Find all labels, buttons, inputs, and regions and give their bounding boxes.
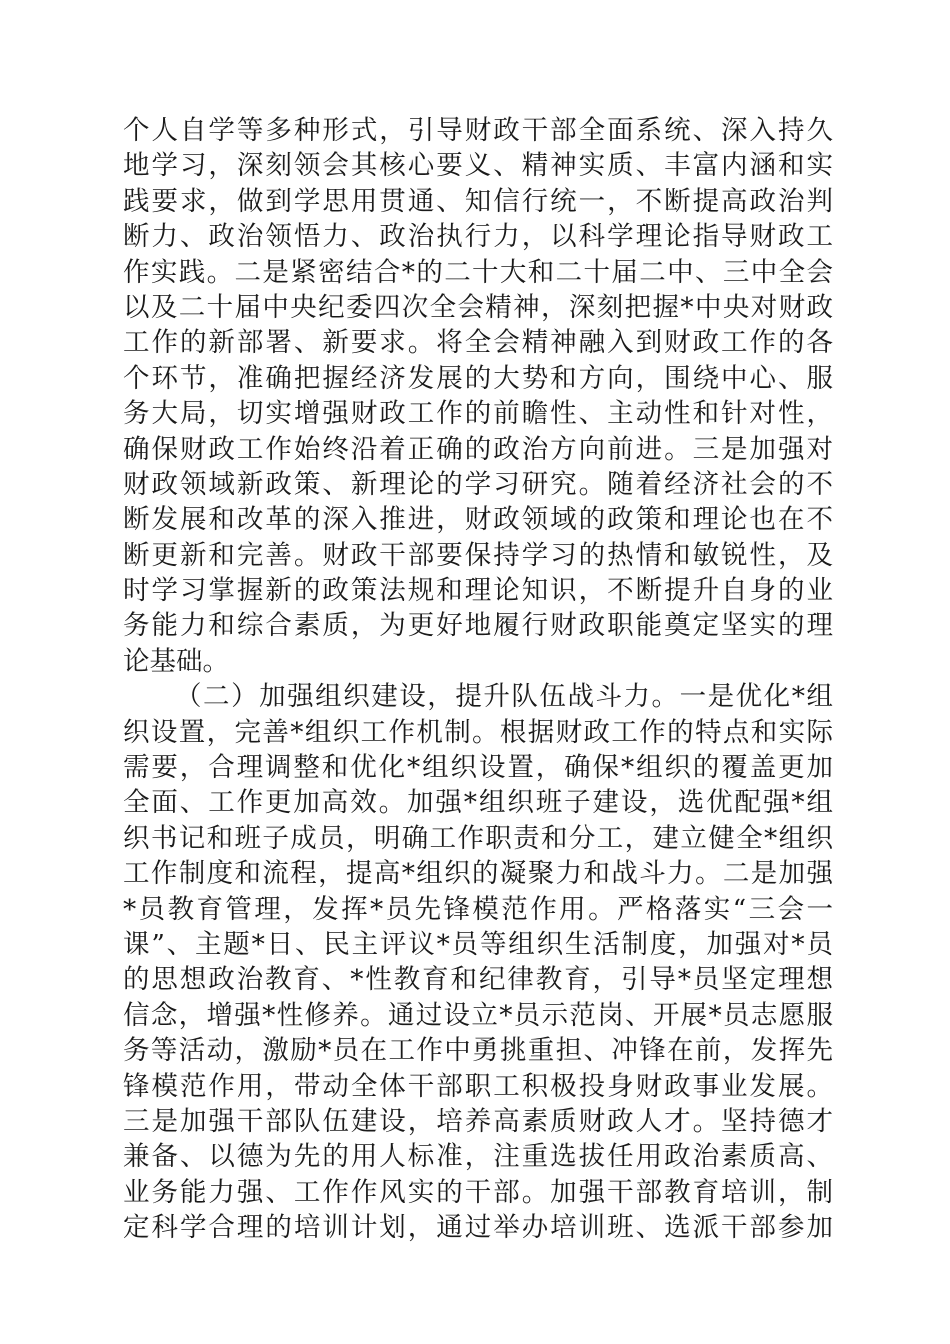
text-line: 务等活动，激励*员在工作中勇挑重担、冲锋在前，发挥先 xyxy=(123,1035,833,1067)
text-line: 的思想政治教育、*性教育和纪律教育，引导*员坚定理想 xyxy=(123,964,833,996)
text-line: 业务能力强、工作作风实的干部。加强干部教育培训，制 xyxy=(123,1176,833,1208)
text-line: 全面、工作更加高效。加强*组织班子建设，选优配强*组 xyxy=(123,787,833,819)
text-line: 断发展和改革的深入推进，财政领域的政策和理论也在不 xyxy=(123,504,833,536)
text-line: 锋模范作用，带动全体干部职工积极投身财政事业发展。 xyxy=(123,1070,833,1102)
text-line: 工作的新部署、新要求。将全会精神融入到财政工作的各 xyxy=(123,327,833,359)
text-line: 兼备、以德为先的用人标准，注重选拔任用政治素质高、 xyxy=(123,1141,833,1173)
text-line: 地学习，深刻领会其核心要义、精神实质、丰富内涵和实 xyxy=(123,150,833,182)
text-line: 以及二十届中央纪委四次全会精神，深刻把握*中央对财政 xyxy=(123,291,833,323)
text-line: 论基础。 xyxy=(123,645,229,677)
text-line: *员教育管理，发挥*员先锋模范作用。严格落实“三会一 xyxy=(123,893,833,925)
text-line: 织书记和班子成员，明确工作职责和分工，建立健全*组织 xyxy=(123,822,833,854)
text-line: 作实践。二是紧密结合*的二十大和二十届二中、三中全会 xyxy=(123,256,833,288)
text-line: 织设置，完善*组织工作机制。根据财政工作的特点和实际 xyxy=(123,716,833,748)
text-line: 个环节，准确把握经济发展的大势和方向，围绕中心、服 xyxy=(123,362,833,394)
text-line: 课”、主题*日、民主评议*员等组织生活制度，加强对*员 xyxy=(123,928,833,960)
body-text xyxy=(123,113,833,1246)
text-line: 三是加强干部队伍建设，培养高素质财政人才。坚持德才 xyxy=(123,1105,833,1137)
text-line: 定科学合理的培训计划，通过举办培训班、选派干部参加 xyxy=(123,1212,833,1244)
text-line: 信念，增强*性修养。通过设立*员示范岗、开展*员志愿服 xyxy=(123,999,833,1031)
text-line: 时学习掌握新的政策法规和理论知识，不断提升自身的业 xyxy=(123,575,833,607)
text-line: 务大局，切实增强财政工作的前瞻性、主动性和针对性， xyxy=(123,398,833,430)
text-line: 断力、政治领悟力、政治执行力，以科学理论指导财政工 xyxy=(123,221,833,253)
text-line: 需要，合理调整和优化*组织设置，确保*组织的覆盖更加 xyxy=(123,752,833,784)
text-line: 确保财政工作始终沿着正确的政治方向前进。三是加强对 xyxy=(123,433,833,465)
text-line: 个人自学等多种形式，引导财政干部全面系统、深入持久 xyxy=(123,115,833,146)
text-line: 财政领域新政策、新理论的学习研究。随着经济社会的不 xyxy=(123,468,833,500)
text-line: 务能力和综合素质，为更好地履行财政职能奠定坚实的理 xyxy=(123,610,833,642)
text-line: 工作制度和流程，提高*组织的凝聚力和战斗力。二是加强 xyxy=(123,858,833,890)
text-line: 断更新和完善。财政干部要保持学习的热情和敏锐性，及 xyxy=(123,539,833,571)
text-line: 践要求，做到学思用贯通、知信行统一，不断提高政治判 xyxy=(123,185,833,217)
text-line: （二）加强组织建设，提升队伍战斗力。一是优化*组 xyxy=(175,681,833,713)
